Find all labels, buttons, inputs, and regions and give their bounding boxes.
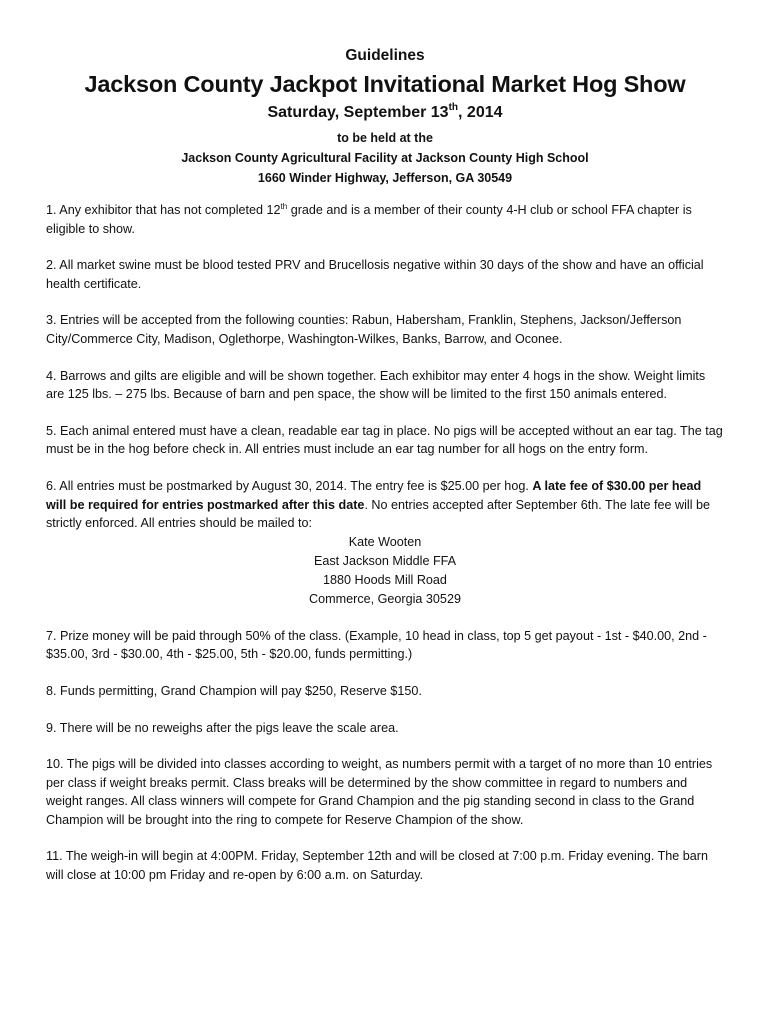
rule-1-start: 1. Any exhibitor that has not completed 12 <box>46 203 281 217</box>
venue-block <box>46 128 724 188</box>
rule-6-end: . No entries accepted after September 6th. The late fee will be strictly enforced. All entries should be mailed to: <box>46 497 711 531</box>
show-date <box>46 102 724 122</box>
mail-city: Commerce, Georgia 30529 <box>309 591 461 606</box>
rule-2: 2. All market swine must be blood tested PRV and Brucellosis negative within 30 days of the show and have an official health certificate. <box>46 258 704 291</box>
document-header <box>46 47 724 188</box>
rule-5: 5. Each animal entered must have a clean, readable ear tag in place. No pigs will be accepted without an ear tag. The tag must be in the hog before check in. All entries must include an ear tag number for all hogs on the entry form. <box>46 423 723 457</box>
rule-1 <box>46 198 724 238</box>
page-title: Jackson County Jackpot Invitational Market Hog Show <box>84 71 686 97</box>
mail-organization: East Jackson Middle FFA <box>313 553 457 568</box>
rule-6-late-fee: A late fee of $30.00 per head will be required for entries postmarked after this date <box>46 478 702 512</box>
rule-4: 4. Barrows and gilts are eligible and will be shown together. Each exhibitor may enter 4 hogs in the show. Weight limits are 125 lbs. – 275 lbs. Because of barn and pen space, the show will be limited to the first 150 animals entered. <box>46 368 706 402</box>
rule-6-start: 6. All entries must be postmarked by August 30, 2014. The entry fee is $25.00 per hog. <box>46 478 533 493</box>
rule-1-end: grade and is a member of their county 4-H club or school FFA chapter is eligible to show. <box>46 203 692 236</box>
show-date-suffix: th <box>448 102 459 113</box>
rule-1-suffix: th <box>280 202 288 211</box>
rule-9: 9. There will be no reweighs after the pigs leave the scale area. <box>46 720 399 735</box>
rule-8: 8. Funds permitting, Grand Champion will pay $250, Reserve $150. <box>46 683 422 698</box>
venue-name: Jackson County Agricultural Facility at Jackson County High School <box>181 151 589 165</box>
rule-11: 11. The weigh-in will begin at 4:00PM. Friday, September 12th and will be closed at 7:00 p.m. Friday evening. The barn will close at 10:00 pm Friday and re-open by 6:00 a.m. on Saturday. <box>46 849 709 883</box>
rule-6 <box>46 477 724 533</box>
rule-10: 10. The pigs will be divided into classes according to weight, as numbers permit with a target of no more than 10 entries per class if weight breaks permit. Class breaks will be determined by the show committee in regard to numbers and weight ranges. All class winners will compete for Grand Champion and the pig standing second in class to the Grand Champion will be brought into the ring to compete for Reserve Champion of the show. <box>46 757 713 827</box>
guidelines-label: Guidelines <box>345 47 425 64</box>
show-date-main: Saturday, September 13 <box>267 104 449 121</box>
venue-address: 1660 Winder Highway, Jefferson, GA 30549 <box>257 171 513 185</box>
rule-7: 7. Prize money will be paid through 50% of the class. (Example, 10 head in class, top 5 get payout - 1st - $40.00, 2nd - $35.00, 3rd - $30.00, 4th - $25.00, 5th - $20.00, funds permitting.) <box>46 628 707 662</box>
rules-list <box>46 198 724 885</box>
mail-street: 1880 Hoods Mill Road <box>323 572 447 587</box>
rule-3: 3. Entries will be accepted from the following counties: Rabun, Habersham, Franklin, Stephens, Jackson/Jefferson City/Commerce City, Madison, Oglethorpe, Washington-Wilkes, Banks, Barrow, and Oconee. <box>46 313 682 346</box>
show-date-year: , 2014 <box>458 104 503 121</box>
mailing-address <box>46 533 724 609</box>
held-at-text: to be held at the <box>337 131 433 145</box>
mail-name: Kate Wooten <box>348 534 422 549</box>
